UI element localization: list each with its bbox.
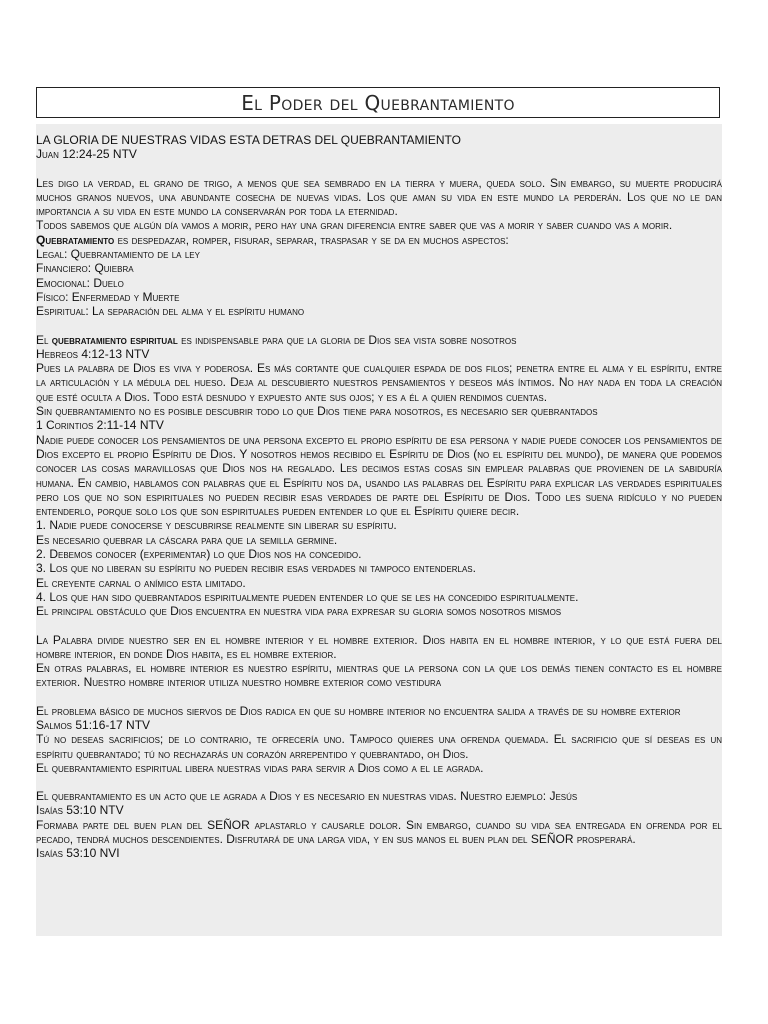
paragraph <box>36 361 722 404</box>
paragraph <box>36 732 722 761</box>
document-body <box>36 124 722 936</box>
paragraph-text: Juan 12:24-25 NTV <box>36 147 137 162</box>
paragraph-text: 1. Nadie puede conocerse y descubrirse realmente sin liberar su espíritu. <box>36 518 397 533</box>
paragraph-text: Emocional: Duelo <box>36 275 124 290</box>
paragraph-gap <box>36 619 722 633</box>
paragraph <box>36 803 722 817</box>
paragraph-text: En otras palabras, el hombre interior es nuestro espíritu, mientras que la persona con la que los demás tienen contacto es el hombre exterior. Nuestro hombre interior utiliza nuestro hombre exterior como vestidura <box>36 661 722 690</box>
paragraph <box>36 604 722 618</box>
paragraph-text: Pues la palabra de Dios es viva y poderosa. Es más cortante que cualquier espada de dos filos; penetra entre el alma y el espíritu, entre la articulación y la médula del hueso. Deja al descubierto nuestros pensamientos y deseos más íntimos. No hay nada en toda la creación que esté oculta a Dios. Todo está desnudo y expuesto ante sus ojos; y es a él a quien rendimos cuentas. <box>36 361 722 404</box>
paragraph <box>36 704 722 718</box>
paragraph-text: Sin quebrantamiento no es posible descubrir todo lo que Dios tiene para nosotros, es necesario ser quebrantados <box>36 404 598 419</box>
paragraph-text: Tú no deseas sacrificios; de lo contrario, te ofrecería uno. Tampoco quieres una ofrenda quemada. El sacrificio que sí deseas es un espíritu quebrantado; tú no rechazarás un corazón arrepentido y quebrantado, oh Dios. <box>36 732 722 761</box>
paragraph-text: El creyente carnal o anímico esta limitado. <box>36 575 246 590</box>
paragraph-text: Legal: Quebrantamiento de la ley <box>36 247 200 262</box>
paragraph <box>36 133 722 147</box>
paragraph <box>36 661 722 690</box>
paragraph <box>36 576 722 590</box>
paragraph <box>36 433 722 519</box>
paragraph <box>36 347 722 361</box>
title-box <box>36 87 720 118</box>
paragraph-text: 1 Corintios 2:11-14 NTV <box>36 418 164 433</box>
paragraph-text: El principal obstáculo que Dios encuentra en nuestra vida para expresar su gloria somos nosotros mismos <box>36 604 562 619</box>
paragraph-text: 4. Los que han sido quebrantados espiritualmente pueden entender lo que se les ha concedido espiritualmente. <box>36 589 579 604</box>
paragraph-gap <box>36 775 722 789</box>
paragraph <box>36 290 722 304</box>
paragraph-text: Físico: Enfermedad y Muerte <box>36 289 180 304</box>
paragraph-text: Les digo la verdad, el grano de trigo, a menos que sea sembrado en la tierra y muera, queda solo. Sin embargo, su muerte producirá muchos granos nuevos, una abundante cosecha de nuevas vidas. Los que aman su vida en este mundo la perderán. Los que no le dan importancia a su vida en este mundo la conservarán por toda la eternidad. <box>36 175 722 219</box>
paragraph <box>36 276 722 290</box>
paragraph-text: Espiritual: La separación del alma y el espíritu humano <box>36 304 305 319</box>
paragraph-text: El quebrantamiento espiritual libera nuestras vidas para servir a Dios como a el le agrada. <box>36 760 484 775</box>
bold-term: Quebratamiento <box>36 232 115 247</box>
paragraph-gap <box>36 690 722 704</box>
paragraph <box>36 304 722 318</box>
paragraph <box>36 547 722 561</box>
paragraph-text: Hebreos 4:12-13 NTV <box>36 346 150 361</box>
paragraph-text: Isaías 53:10 NTV <box>36 803 124 818</box>
paragraph-text: Salmos 51:16-17 NTV <box>36 717 151 732</box>
paragraph <box>36 404 722 418</box>
paragraph-text: La Palabra divide nuestro ser en el hombre interior y el hombre exterior. Dios habita en el hombre interior, y lo que está fuera del hombre interior, en donde Dios habita, es el hombre exterior. <box>36 632 722 661</box>
paragraph <box>36 846 722 860</box>
paragraph-text: 3. Los que no liberan su espíritu no pueden recibir esas verdades ni tampoco entenderlas. <box>36 561 476 576</box>
paragraph-text: 2. Debemos conocer (experimentar) lo que Dios nos ha concedido. <box>36 547 362 562</box>
paragraph-text: es indispensable para que la gloria de Dios sea vista sobre nosotros <box>177 332 517 347</box>
paragraph <box>36 561 722 575</box>
bold-term: quebratamiento espiritual <box>51 332 178 347</box>
paragraph <box>36 218 722 232</box>
paragraph <box>36 418 722 432</box>
paragraph-text: Es necesario quebrar la cáscara para que la semilla germine. <box>36 532 338 547</box>
paragraph-text: Todos sabemos que algún día vamos a morir, pero hay una gran diferencia entre saber que vas a morir y saber cuando vas a morir. <box>36 218 673 233</box>
paragraph <box>36 247 722 261</box>
paragraph-text: LA GLORIA DE NUESTRAS VIDAS ESTA DETRAS DEL QUEBRANTAMIENTO <box>36 133 461 147</box>
paragraph-gap <box>36 162 722 176</box>
paragraph <box>36 633 722 662</box>
page-title: El Poder del Quebrantamiento <box>241 90 515 115</box>
paragraph-text: El problema básico de muchos siervos de Dios radica en que su hombre interior no encuentra salida a través de su hombre exterior <box>36 703 681 718</box>
paragraph-text: Formaba parte del buen plan del SEÑOR aplastarlo y causarle dolor. Sin embargo, cuando su vida sea entregada en ofrenda por el pecado, tendrá muchos descendientes. Disfrutará de una larga vida, y en sus manos el buen plan del SEÑOR prosperará. <box>36 817 722 847</box>
paragraph-text: Isaías 53:10 NVI <box>36 846 120 861</box>
paragraph <box>36 233 722 247</box>
paragraph <box>36 261 722 275</box>
paragraph-text: El quebrantamiento es un acto que le agrada a Dios y es necesario en nuestras vidas. Nuestro ejemplo: Jesús <box>36 789 578 804</box>
paragraph <box>36 789 722 803</box>
paragraph <box>36 718 722 732</box>
paragraph-gap <box>36 319 722 333</box>
paragraph <box>36 533 722 547</box>
paragraph-text: Financiero: Quiebra <box>36 261 134 276</box>
paragraph <box>36 176 722 219</box>
paragraph <box>36 333 722 347</box>
paragraph <box>36 518 722 532</box>
paragraph <box>36 147 722 161</box>
paragraph <box>36 818 722 847</box>
paragraph <box>36 761 722 775</box>
paragraph-prefix: El <box>36 332 52 347</box>
paragraph-text: Nadie puede conocer los pensamientos de una persona excepto el propio espíritu de esa persona y nadie puede conocer los pensamientos de Dios excepto el propio Espíritu de Dios. Y nosotros hemos recibido el Espíritu de Dios (no el espíritu del mundo), de manera que podemos conocer las cosas maravillosas que Dios nos ha regalado. Les decimos estas cosas sin emplear palabras que provienen de la sabiduría humana. En cambio, hablamos con palabras que el Espíritu nos da, usando las palabras del Espíritu para explicar las verdades espirituales pero los que no son espirituales no pueden recibir esas verdades de parte del Espíritu de Dios. Todo les suena ridículo y no pueden entenderlo, porque solo los que son espirituales pueden entender lo que el Espíritu quiere decir. <box>36 432 722 519</box>
paragraph <box>36 590 722 604</box>
paragraph-text: es despedazar, romper, fisurar, separar, traspasar y se da en muchos aspectos: <box>114 232 509 247</box>
